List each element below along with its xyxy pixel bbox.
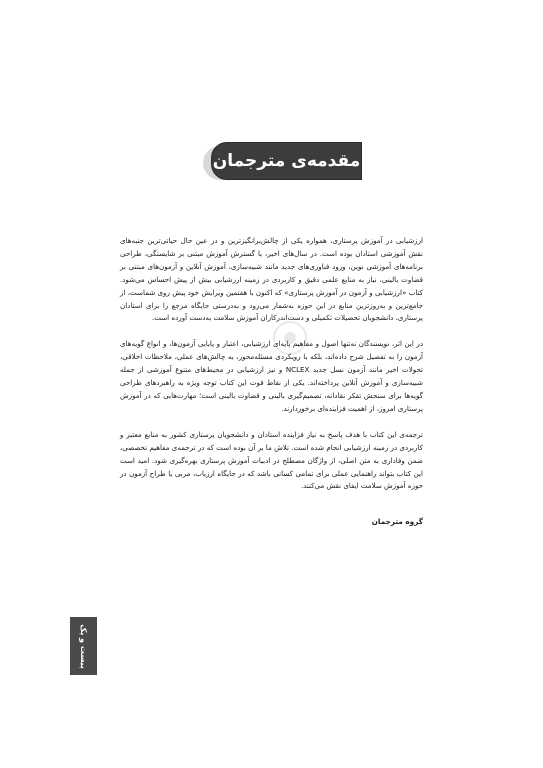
title-banner-box xyxy=(211,142,362,180)
page-title: مقدمه‌ی مترجمان xyxy=(212,151,361,171)
paragraph-2: در این اثر، نویسندگان نه‌تنها اصول و مفاهیم پایه‌ای ارزشیابی، اعتبار و پایایی آزمون‌ها، و انواع گویه‌های آزمون را به تفصیل شرح داده‌اند، بلکه با رویکردی مسئله‌محور، به چالش‌های عملی، ملاحظات اخلاقی، تحولات اخیر مانند آزمون نسل جدید NCLEX و نیز ارزشیابی در محیط‌های متنوع آموزشی از جمله شبیه‌سازی و آموزش آنلاین پرداخته‌اند. یکی از نقاط قوت این کتاب توجه ویژه به راهبردهای طراحی گویه‌ها برای سنجش تفکر نقادانه، تصمیم‌گیری بالینی و قضاوت بالینی است؛ مهارت‌هایی که در آموزش پرستاری امروز، از اهمیت فزاینده‌ای برخوردارند. xyxy=(120,339,423,413)
side-tab xyxy=(70,617,97,675)
signature: گروه مترجمان xyxy=(371,517,423,526)
paragraph-1: ارزشیابی در آموزش پرستاری، همواره یکی از چالش‌برانگیزترین و در عین حال حیاتی‌ترین جنبه‌های نقش آموزشی استادان بوده است. در سال‌های اخیر، با گسترش آموزش مبتنی بر شایستگی، طراحی برنامه‌های آموزشی نوین، ورود فناوری‌های جدید مانند شبیه‌سازی، آموزش آنلاین و آزمون‌های مبتنی بر قضاوت بالینی، نیاز به منابع علمی دقیق و کاربردی در زمینه ارزشیابی بیش از پیش احساس می‌شود. کتاب «ارزشیابی و آزمون در آموزش پرستاری» که اکنون با هفتمین ویرایش خود پیش روی شماست، از جامع‌ترین و به‌روزترین منابع در این حوزه به‌شمار می‌رود و به‌درستی جایگاه مرجع را برای استادان پرستاری، دانشجویان تحصیلات تکمیلی و دست‌اندرکاران آموزش سلامت به‌دست آورده است. xyxy=(120,236,423,323)
body-text xyxy=(120,235,423,506)
title-banner xyxy=(203,142,360,184)
side-tab-label: پیست و پک xyxy=(79,623,88,669)
paragraph-3: ترجمه‌ی این کتاب با هدف پاسخ به نیاز فزاینده استادان و دانشجویان پرستاری کشور به منابع معتبر و کاربردی در زمینه ارزشیابی انجام شده است. تلاش ما بر آن بوده است که در ترجمه‌ی مفاهیم تخصصی، ضمن وفاداری به متن اصلی، از واژگان مصطلح در ادبیات آموزش پرستاری بهره‌گیری شود. امید است این کتاب بتواند راهنمایی عملی برای تمامی کسانی باشد که در جایگاه ارزیاب، مربی یا طراح آزمون در حوزه آموزش سلامت ایفای نقش می‌کنند. xyxy=(120,429,423,491)
